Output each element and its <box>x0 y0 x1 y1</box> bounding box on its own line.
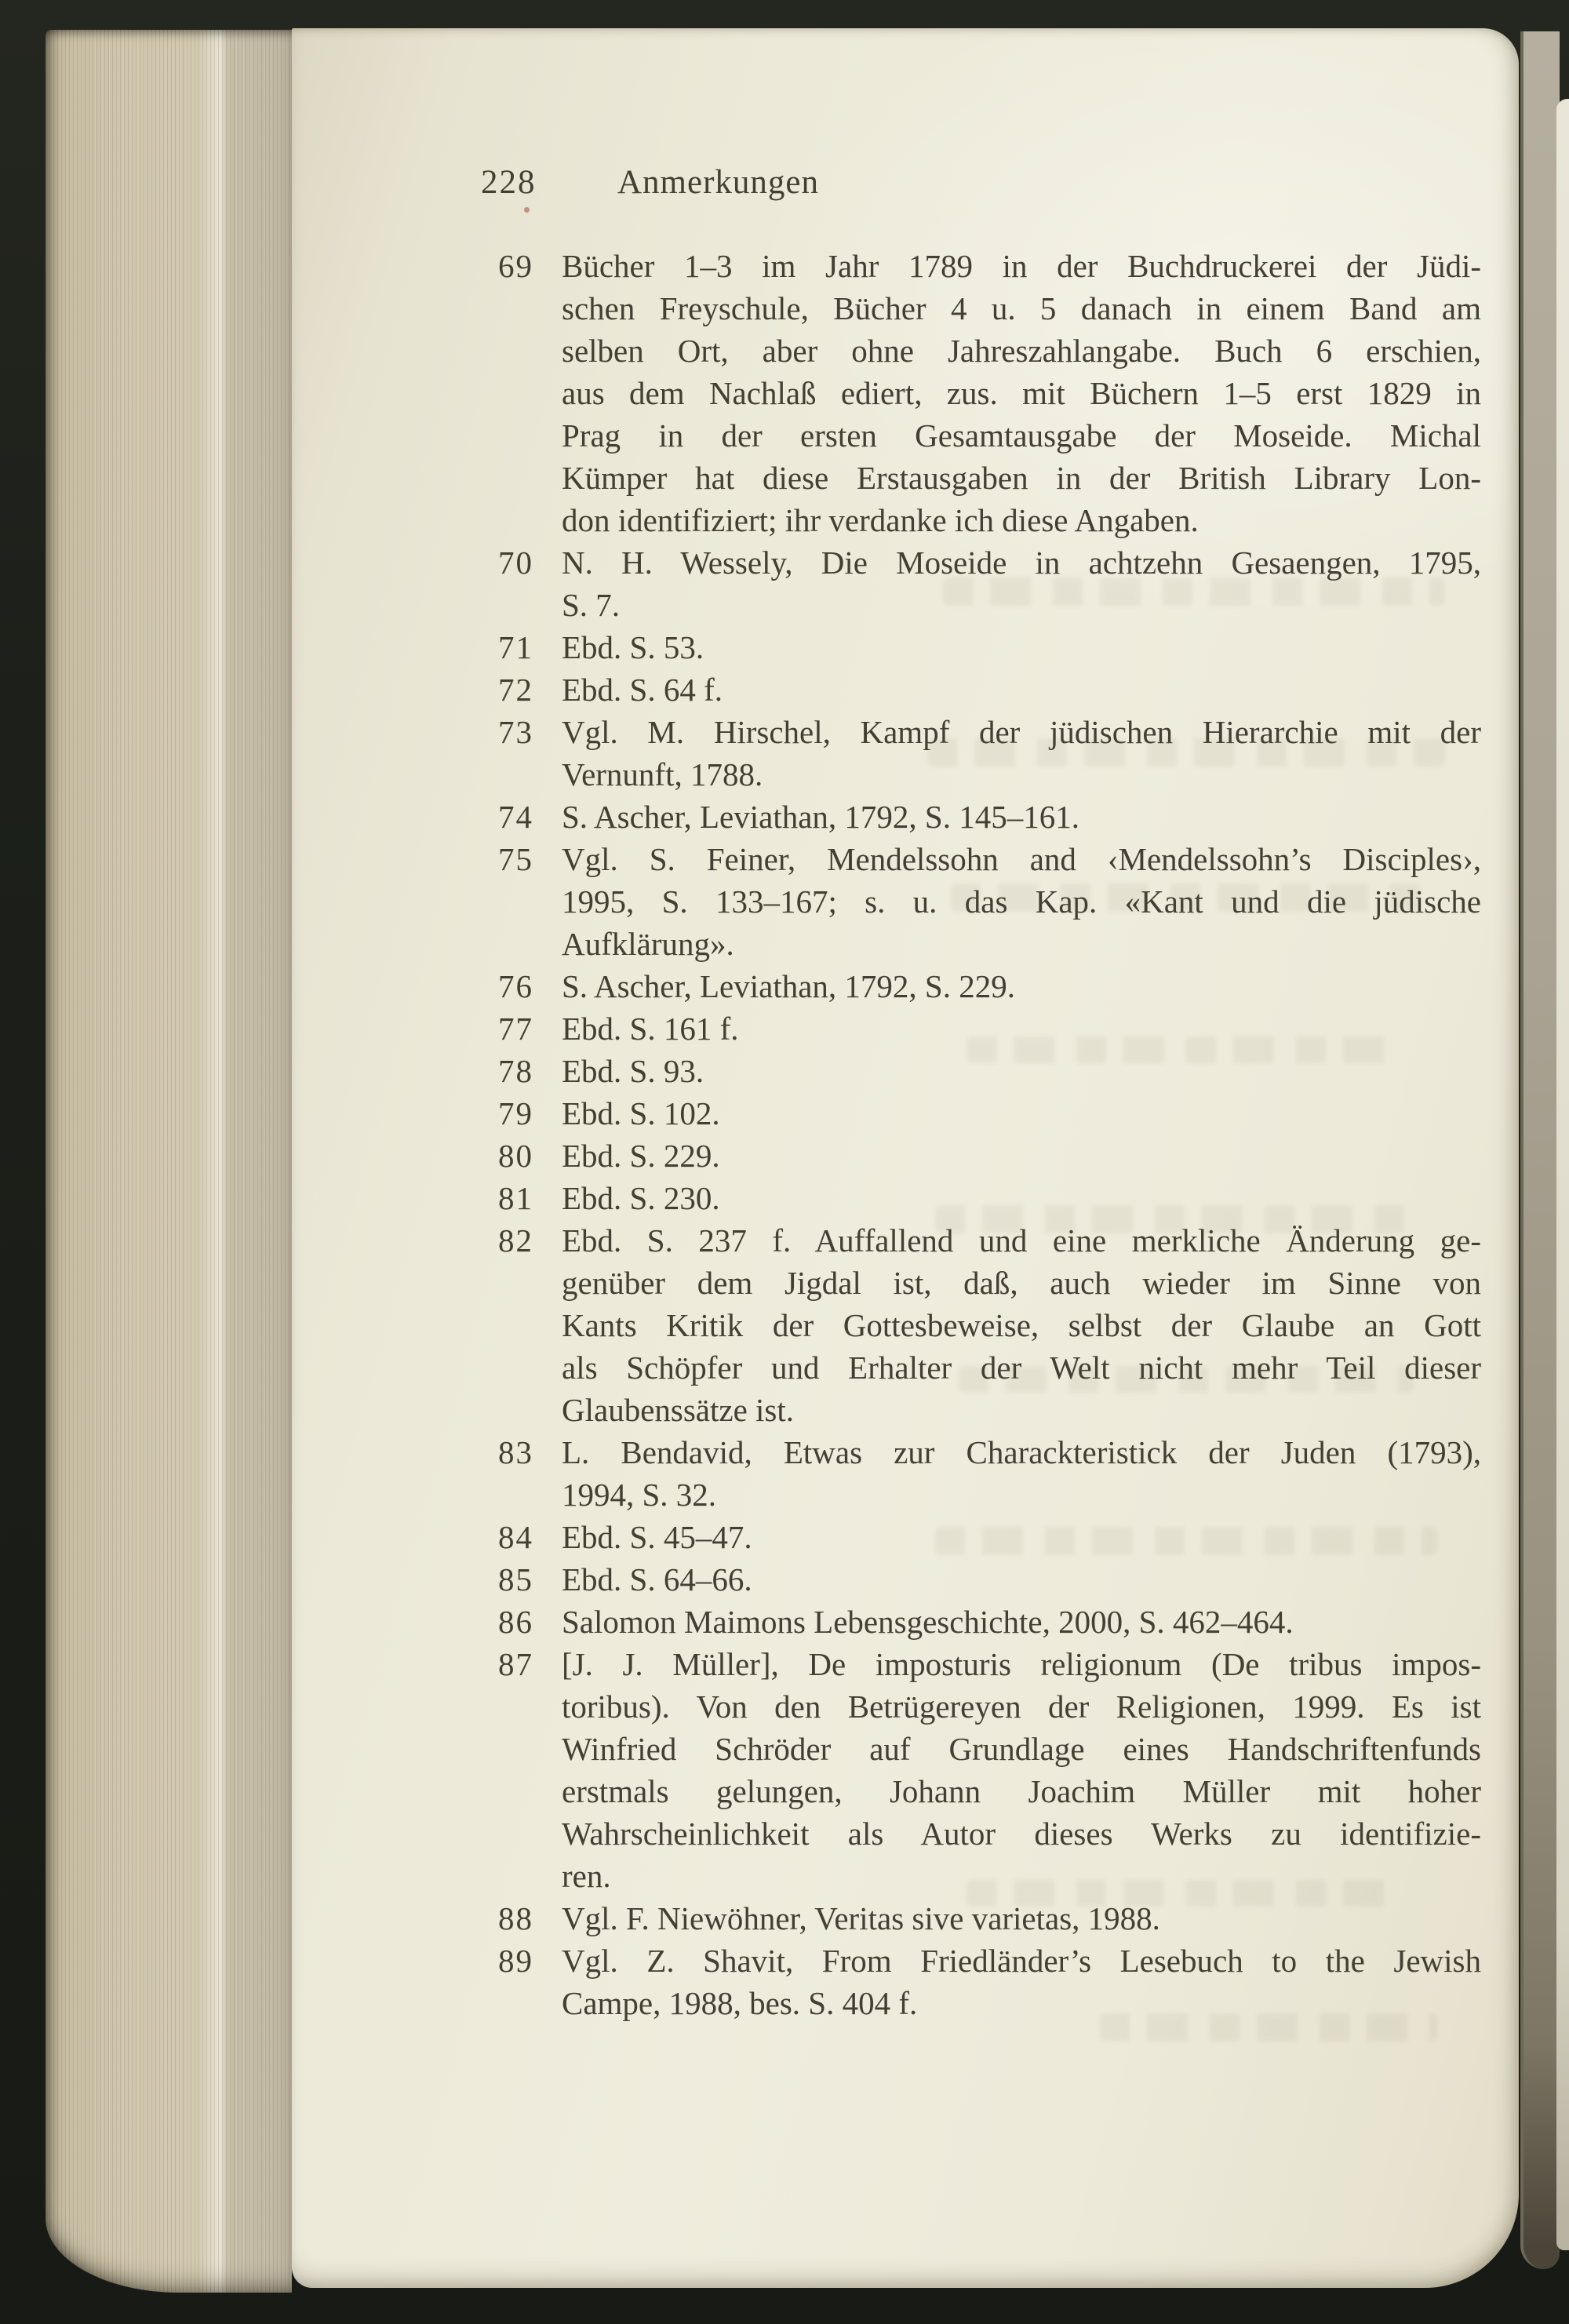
facing-page-edge <box>1556 99 1569 2250</box>
endnote-text <box>562 668 1481 711</box>
endnote-number: 75 <box>498 841 533 877</box>
endnote-number: 89 <box>498 1943 533 1979</box>
endnote-line: 1995, S. 133–167; s. u. das Kap. «Kant und die jüdische <box>562 883 1481 920</box>
endnote-line: schen Freyschule, Bücher 4 u. 5 danach in einem Band am <box>562 290 1481 326</box>
endnote-line: don identifiziert; ihr verdanke ich diese Angaben. <box>562 502 1199 538</box>
endnote-number: 79 <box>498 1095 533 1131</box>
endnote-number: 84 <box>498 1519 533 1555</box>
bleed-through-smudge <box>951 883 1422 912</box>
endnote-line: Glaubenssätze ist. <box>562 1392 795 1428</box>
running-head-row <box>292 162 1519 204</box>
endnote-text <box>562 796 1481 838</box>
endnote-line: Ebd. S. 102. <box>562 1095 720 1131</box>
endnote-line: [J. J. Müller], De imposturis religionum (De tribus impos- <box>562 1646 1481 1682</box>
endnote-line: Wahrscheinlichkeit als Autor dieses Werks zu identifizie- <box>562 1816 1481 1852</box>
endnote-number: 82 <box>498 1222 533 1259</box>
endnote-line: S. 7. <box>562 587 621 623</box>
endnote-text <box>562 1135 1481 1177</box>
endnote <box>498 1431 1481 1516</box>
bleed-through-smudge <box>967 1880 1406 1907</box>
endnote <box>498 1601 1481 1643</box>
endnote-line: erstmals gelungen, Johann Joachim Müller mit hoher <box>562 1773 1481 1809</box>
endnote <box>498 796 1481 838</box>
endnote-text <box>562 965 1481 1007</box>
endnote-line: Vgl. F. Niewöhner, Veritas sive varietas, 1988. <box>562 1900 1160 1936</box>
endnote-number: 86 <box>498 1604 533 1640</box>
endnote-line: Vernunft, 1788. <box>562 756 763 792</box>
endnote-text <box>562 1558 1481 1601</box>
endnote-line: aus dem Nachlaß ediert, zus. mit Büchern 1–5 erst 1829 in <box>562 375 1481 411</box>
endnote-number: 71 <box>498 629 533 665</box>
bleed-through-smudge <box>959 1366 1414 1393</box>
bleed-through-smudge <box>927 738 1445 767</box>
endnote-line: ren. <box>562 1858 611 1894</box>
endnote <box>498 626 1481 668</box>
endnote-number: 83 <box>498 1434 533 1470</box>
endnote-line: Kants Kritik der Gottesbeweise, selbst der Glaube an Gott <box>562 1307 1481 1343</box>
page-gutter-shadow <box>1520 31 1560 2269</box>
endnote-line: Ebd. S. 237 f. Auffallend und eine merkliche Änderung ge- <box>562 1222 1481 1259</box>
endnote-number: 77 <box>498 1011 533 1047</box>
endnote-line: Ebd. S. 229. <box>562 1138 720 1174</box>
endnote-line: Ebd. S. 93. <box>562 1053 704 1089</box>
endnote-line: Vgl. S. Feiner, Mendelssohn and ‹Mendelssohn’s Disciples›, <box>562 841 1481 877</box>
bleed-through-smudge <box>935 1205 1422 1233</box>
book-fore-edge-pages <box>46 30 292 2293</box>
endnote <box>498 1940 1481 2024</box>
endnote-text <box>562 626 1481 668</box>
book-page <box>292 28 1519 2288</box>
endnote-line: S. Ascher, Leviathan, 1792, S. 229. <box>562 968 1015 1004</box>
endnote-text <box>562 1092 1481 1135</box>
endnote-number: 85 <box>498 1561 533 1597</box>
endnote <box>498 965 1481 1007</box>
endnote-line: Ebd. S. 45–47. <box>562 1519 752 1555</box>
endnote-text <box>562 245 1481 541</box>
bleed-through-smudge <box>1100 2013 1437 2042</box>
endnote <box>498 1643 1481 1897</box>
endnote-number: 80 <box>498 1138 533 1174</box>
endnote <box>498 1092 1481 1135</box>
endnote-line: Prag in der ersten Gesamtausgabe der Moseide. Michal <box>562 417 1481 454</box>
endnotes-list <box>498 245 1481 2024</box>
endnote <box>498 245 1481 541</box>
endnote-line: Ebd. S. 53. <box>562 629 704 665</box>
endnote-number: 76 <box>498 968 533 1004</box>
endnote-text <box>562 1643 1481 1897</box>
endnote-number: 70 <box>498 545 533 581</box>
endnote-line: Bücher 1–3 im Jahr 1789 in der Buchdruckerei der Jüdi- <box>562 248 1481 284</box>
endnote-line: Vgl. Z. Shavit, From Friedländer’s Lesebuch to the Jewish <box>562 1943 1481 1979</box>
endnote-line: Ebd. S. 161 f. <box>562 1011 739 1047</box>
endnote-text <box>562 1601 1481 1643</box>
endnote-line: Ebd. S. 64–66. <box>562 1561 752 1597</box>
endnote <box>498 1219 1481 1431</box>
endnote-line: Ebd. S. 230. <box>562 1180 720 1216</box>
bleed-through-smudge <box>935 1527 1437 1555</box>
endnote-line: Ebd. S. 64 f. <box>562 672 723 708</box>
endnote-number: 81 <box>498 1180 533 1216</box>
endnote-line: Salomon Maimons Lebensgeschichte, 2000, S. 462–464. <box>562 1604 1294 1640</box>
endnote-line: S. Ascher, Leviathan, 1792, S. 145–161. <box>562 799 1079 835</box>
endnote <box>498 1558 1481 1601</box>
endnote-line: selben Ort, aber ohne Jahreszahlangabe. Buch 6 erschien, <box>562 333 1481 369</box>
endnote-line: L. Bendavid, Etwas zur Charackteristick der Juden (1793), <box>562 1434 1481 1470</box>
endnote <box>498 668 1481 711</box>
endnote-number: 72 <box>498 672 533 708</box>
running-head-title: Anmerkungen <box>617 164 819 201</box>
endnote-line: genüber dem Jigdal ist, daß, auch wieder im Sinne von <box>562 1265 1481 1301</box>
endnote-line: Kümper hat diese Erstausgaben in der British Library Lon- <box>562 460 1481 496</box>
endnote-line: Winfried Schröder auf Grundlage eines Handschriftenfunds <box>562 1731 1481 1767</box>
endnote-line: Aufklärung». <box>562 926 734 962</box>
endnote-number: 88 <box>498 1900 533 1936</box>
endnote-text <box>562 1219 1481 1431</box>
paper-speck <box>524 207 530 213</box>
endnote-number: 87 <box>498 1646 533 1682</box>
endnote-line: N. H. Wessely, Die Moseide in achtzehn Gesaengen, 1795, <box>562 545 1481 581</box>
endnote <box>498 1135 1481 1177</box>
endnote-number: 78 <box>498 1053 533 1089</box>
endnote-line: toribus). Von den Betrügereyen der Religionen, 1999. Es ist <box>562 1688 1481 1725</box>
endnote-line: als Schöpfer und Erhalter der Welt nicht mehr Teil dieser <box>562 1350 1481 1386</box>
endnote-text <box>562 1940 1481 2024</box>
endnote-line: 1994, S. 32. <box>562 1477 717 1513</box>
endnote-number: 74 <box>498 799 533 835</box>
endnote-number: 69 <box>498 248 533 284</box>
endnote-line: Vgl. M. Hirschel, Kampf der jüdischen Hierarchie mit der <box>562 714 1481 750</box>
endnote-line: Campe, 1988, bes. S. 404 f. <box>562 1985 918 2021</box>
page-number: 228 <box>481 164 537 201</box>
endnote-number: 73 <box>498 714 533 750</box>
bleed-through-smudge <box>943 577 1445 606</box>
endnote-text <box>562 1431 1481 1516</box>
bleed-through-smudge <box>967 1036 1406 1063</box>
